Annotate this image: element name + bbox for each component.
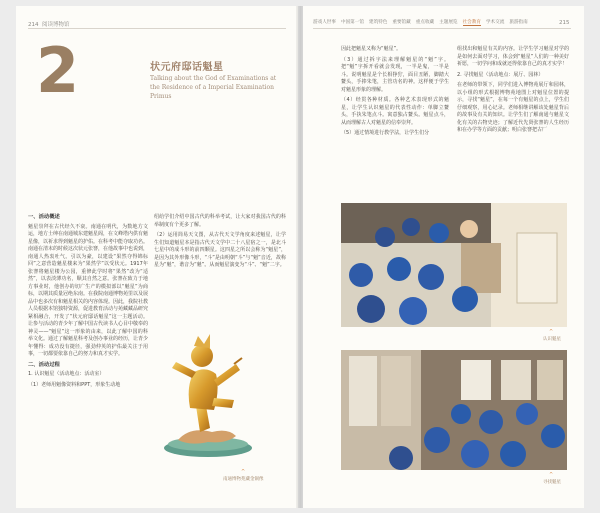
photo2-caption: 寻找魁星 <box>543 480 561 485</box>
photo-finding-kuixing <box>341 350 567 470</box>
nav-tab: 学术交流 <box>485 20 505 25</box>
right-page <box>303 6 584 508</box>
kuixing-statue-image <box>160 328 260 464</box>
photo1-caption: 认识魁星 <box>543 337 561 342</box>
paragraph: （2）运用简易天文图，从古代天文学角度来述魁星，让学生们知道魁星本是指古代天文学中二十八星宿之一，是北斗七星中的成斗形的前四颗星。这四星之所以会称为“魁星”，是因为其外形像斗形，“斗”是由明朝“斗”与“魁”音近，故称星为“魁”，谐音为“魁”。从而魁星演变为“斗”、“魁”二字。 <box>154 232 286 268</box>
header-rule <box>313 28 571 29</box>
header-rule <box>28 28 286 29</box>
caption-caret-icon: ^ <box>549 472 554 478</box>
caption-caret-icon: ^ <box>549 329 554 335</box>
section-heading: 二、活动过程 <box>28 361 60 368</box>
nav-tab: 重要馆藏 <box>392 20 411 25</box>
chapter-number: 2 <box>36 34 80 107</box>
paragraph: 魁星崇拜在古代经久不衰。南通在明代，为数地方文运，地方士绅在南通城东建魁星阁，在文峰塔内供有魁星像，以祈求得到魁星的护佑。在科考中能夺取功名。南通在清末的时候这次状元张謇，在他故事中也说到，南通人热衷吐气。引以为豪，以建设“果然夺得锦标回”之意营造魁星楼来为“果然学”以受状元。1917年张謇将魁星楼为公园，重修此学时将“果然”改为“适然”，以表淡薄功名，顺其自然之意。张謇在致力于地方事业时，他创办的切广生产的模拟部以“魁星”为商标，以期其质量冠绝东南。在我院南通博物苑里以及展品中也多次有和魁星相关的内容体现。因此，我院社教人员根据本馆独特资源，促进教育活动与苑藏藏品研究紧相融合，开发了“状元府邸话魁星”这一主题活动。让参与活动的青少年了解中国古代读书人心目中敬奉的神灵——“魁星”这一形象的由来，以此了解中国的科举文化。通过了解魁星科考及创办事业的经历，让青少年懂得：成功没有捷径，强劲仲英的护佑最关注于用事，一切都要依靠自己的努力和真才实学。 <box>28 223 149 357</box>
nav-tab: 旅游指南 <box>509 20 528 25</box>
paragraph: 2. 寻找魁星（活动地点：展厅、园林） <box>457 71 544 78</box>
paragraph: 1. 认识魁星（活动地点：活动室） <box>28 371 105 377</box>
nav-tab-active: 社会教育 <box>462 20 481 25</box>
right-column-2 <box>457 46 569 138</box>
right-folio: 215 <box>559 20 570 26</box>
nav-tab: 建筑特色 <box>368 20 388 25</box>
paragraph: 因此把魁星又称为“魁星”。 <box>341 46 402 52</box>
photo-recognizing-kuixing <box>341 203 567 327</box>
paragraph: （3）通过拆字法来理解魁星的“魁”字。把“魁”字拆开看就会发现，一半是鬼，一半是斗。说明魁星是个长相狰狞，面目丑陋，脚踏大鳌头，手捧朱笔，主管功名的神。这样便于学生对魁星形象的理解。 <box>341 56 449 93</box>
figure-caption: 南通博物苑藏金铜像 <box>223 477 264 482</box>
left-folio: 214 阅读博物馆 <box>28 22 70 28</box>
paragraph: （5）通过情境进行教学法，让学生们分 <box>341 130 430 136</box>
nav-tab: 重点收藏 <box>415 20 435 25</box>
left-page <box>16 6 298 508</box>
paragraph: 绍给学们介绍中国古代的科举考试，让大家对我国古代的科举制度有个更多了解。 <box>154 214 286 228</box>
nav-tab: 中国第一馆 <box>340 20 364 25</box>
nav-tab: 主题展览 <box>439 20 458 25</box>
left-column-1 <box>28 214 148 392</box>
left-column-2 <box>154 214 286 273</box>
paragraph: （4）经贯各种材质。各种艺术表现形式的魁星，让学生认识魁星的代表性动作：单脚立鳌头，手执朱笔点斗。寓意独占鳌头。魁星点斗，从而理解古人对魁星的信奉崇拜。 <box>341 97 449 126</box>
paragraph: 组找出和魁星有关的内容。让学生学习魁星对学的是如何去面对学习，体会到“魁星”人们的一种美好祈愿，一切学问和成就还得依靠自己的真才实学！ <box>457 46 569 67</box>
nav-tab: 游戏人世事 <box>313 20 336 25</box>
section-heading: 一、活动概述 <box>28 214 60 220</box>
chapter-title-english: Talking about the God of Examinations at the Residence of a Imperial Examination Primus <box>150 75 277 100</box>
paragraph: （1）老师用魁像资料和PPT，形象生动地 <box>28 381 121 388</box>
right-column-1 <box>341 46 449 141</box>
section-nav <box>313 19 528 26</box>
chapter-title: 状元府邸话魁星 <box>150 62 224 73</box>
caption-caret-icon: ^ <box>241 469 246 475</box>
paragraph: 在老师的带领下，同学们进入博物苑展厅和园林，以小组的形式根据博物苑地图上对魁星位置的提示，寻找“魁星”，在每一个有魁星的点上，学生们仔细观察，用心记录。老师相继讲解该处魁星背后的故事及有关的知识。让学生们了解南通与魁星文化有关的古物史迹；了解近代先贤张謇的人生经历和在办学等方面的贡献；明白张謇把古厂 <box>457 82 569 133</box>
